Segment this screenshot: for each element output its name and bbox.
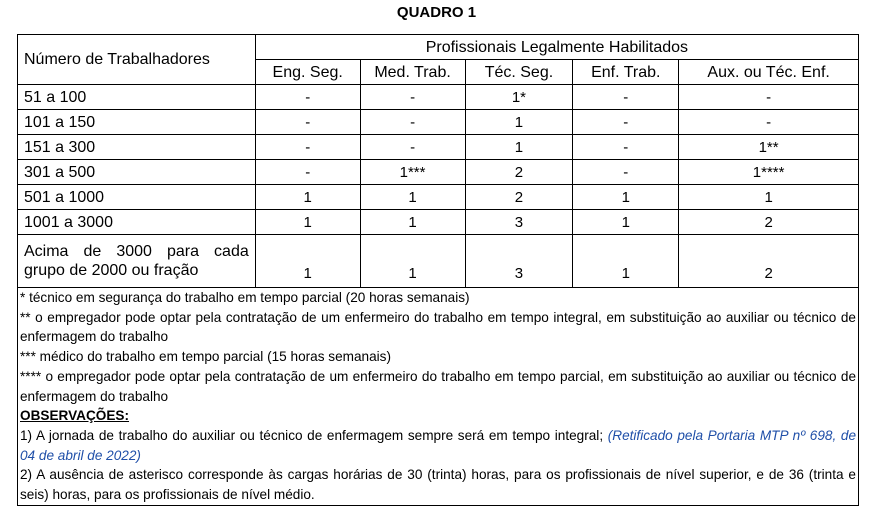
cell: 1 bbox=[255, 210, 360, 235]
header-col-aux: Aux. ou Téc. Enf. bbox=[679, 60, 859, 85]
header-group: Profissionais Legalmente Habilitados bbox=[255, 35, 858, 60]
cell: 1 bbox=[360, 235, 465, 288]
row-label: 101 a 150 bbox=[18, 110, 256, 135]
observation-1-text: 1) A jornada de trabalho do auxiliar ou técnico de enfermagem sempre será em tempo integral; bbox=[20, 427, 604, 443]
table-row bbox=[18, 235, 859, 288]
row-label bbox=[18, 235, 256, 288]
table-row bbox=[18, 210, 859, 235]
cell: 2 bbox=[465, 185, 573, 210]
cell: - bbox=[360, 135, 465, 160]
row-label: 51 a 100 bbox=[18, 85, 256, 110]
note-3: *** médico do trabalho em tempo parcial (15 horas semanais) bbox=[20, 349, 391, 365]
cell: 1 bbox=[255, 185, 360, 210]
cell: 1 bbox=[360, 185, 465, 210]
cell: - bbox=[255, 85, 360, 110]
cell: - bbox=[360, 110, 465, 135]
cell: 1 bbox=[573, 185, 679, 210]
table-row bbox=[18, 135, 859, 160]
note-2: ** o empregador pode optar pela contratação de um enfermeiro do trabalho em tempo integral, em substituição ao auxiliar ou técnico de enfermagem do trabalho bbox=[20, 309, 856, 345]
row-label: 301 a 500 bbox=[18, 160, 256, 185]
cell: 1** bbox=[679, 135, 859, 160]
table-row bbox=[18, 160, 859, 185]
cell: 3 bbox=[465, 235, 573, 288]
header-col-enf: Enf. Trab. bbox=[573, 60, 679, 85]
row-label-line1: Acima de 3000 para cada bbox=[24, 243, 249, 260]
note-1: * técnico em segurança do trabalho em tempo parcial (20 horas semanais) bbox=[20, 290, 470, 305]
cell: 1 bbox=[360, 210, 465, 235]
cell: - bbox=[573, 160, 679, 185]
cell: 1**** bbox=[679, 160, 859, 185]
cell: - bbox=[255, 160, 360, 185]
cell: 1 bbox=[465, 135, 573, 160]
row-label: 1001 a 3000 bbox=[18, 210, 256, 235]
workers-table bbox=[17, 34, 859, 288]
cell: 2 bbox=[679, 210, 859, 235]
observation-2: 2) A ausência de asterisco corresponde às cargas horárias de 30 (trinta) horas, para os profissionais de nível superior, e de 36 (trinta e seis) horas, para os profissionais de nível médio. bbox=[20, 467, 856, 503]
cell: 1 bbox=[573, 210, 679, 235]
cell: 1 bbox=[255, 235, 360, 288]
cell: 1 bbox=[679, 185, 859, 210]
cell: 2 bbox=[465, 160, 573, 185]
table-row bbox=[18, 110, 859, 135]
header-col-tec: Téc. Seg. bbox=[465, 60, 573, 85]
header-col-med: Med. Trab. bbox=[360, 60, 465, 85]
row-label: 501 a 1000 bbox=[18, 185, 256, 210]
table-title: QUADRO 1 bbox=[396, 4, 477, 21]
observation-1 bbox=[20, 426, 856, 465]
cell: 1 bbox=[573, 235, 679, 288]
cell: 1 bbox=[465, 110, 573, 135]
observations-title: OBSERVAÇÕES: bbox=[20, 408, 130, 424]
cell: - bbox=[255, 135, 360, 160]
cell: - bbox=[679, 110, 859, 135]
cell: - bbox=[573, 135, 679, 160]
header-col-eng: Eng. Seg. bbox=[255, 60, 360, 85]
cell: 2 bbox=[679, 235, 859, 288]
cell: - bbox=[573, 85, 679, 110]
row-label: 151 a 300 bbox=[18, 135, 256, 160]
cell: - bbox=[360, 85, 465, 110]
notes-box bbox=[17, 288, 859, 506]
cell: 1* bbox=[465, 85, 573, 110]
observation-1-link[interactable]: (Retificado pela Portaria MTP nº 698, de 04 de abril de 2022) bbox=[20, 427, 856, 463]
cell: - bbox=[679, 85, 859, 110]
table-row bbox=[18, 185, 859, 210]
cell: - bbox=[255, 110, 360, 135]
row-label-line2: grupo de 2000 ou fração bbox=[24, 262, 199, 279]
note-4: **** o empregador pode optar pela contratação de um enfermeiro do trabalho em tempo parcial, em substituição ao auxiliar ou técnico de enfermagem do trabalho bbox=[20, 368, 856, 404]
table-row bbox=[18, 85, 859, 110]
cell: - bbox=[573, 110, 679, 135]
header-workers: Número de Trabalhadores bbox=[18, 35, 256, 85]
cell: 1*** bbox=[360, 160, 465, 185]
cell: 3 bbox=[465, 210, 573, 235]
